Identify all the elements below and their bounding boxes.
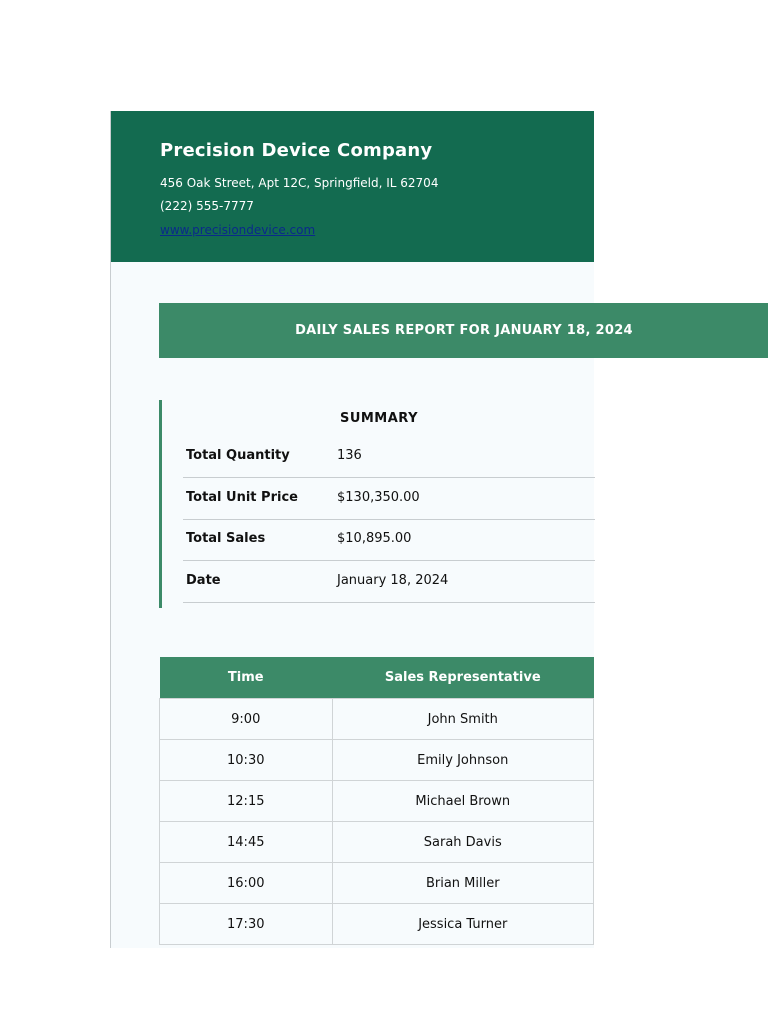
company-name: Precision Device Company	[160, 140, 433, 161]
summary-value: $130,350.00	[337, 490, 420, 505]
company-phone: (222) 555-7777	[160, 199, 254, 213]
time-cell: 10:30	[160, 740, 333, 781]
time-cell: 16:00	[160, 863, 333, 904]
report-page	[110, 111, 633, 948]
company-header	[111, 111, 594, 262]
column-header-sales-representative: Sales Representative	[332, 657, 593, 699]
summary-label: Total Sales	[186, 531, 266, 546]
summary-row-total-quantity	[183, 436, 595, 478]
representative-cell: John Smith	[332, 699, 593, 740]
table-row	[160, 740, 594, 781]
time-cell: 9:00	[160, 699, 333, 740]
summary-section	[159, 400, 597, 608]
representative-cell: Michael Brown	[332, 781, 593, 822]
table-header-row	[160, 657, 594, 699]
table-row	[160, 863, 594, 904]
summary-row-total-sales	[183, 519, 595, 561]
company-address: 456 Oak Street, Apt 12C, Springfield, IL 62704	[160, 176, 439, 190]
column-header-time: Time	[160, 657, 333, 699]
time-cell: 14:45	[160, 822, 333, 863]
time-cell: 12:15	[160, 781, 333, 822]
report-title-banner: DAILY SALES REPORT FOR JANUARY 18, 2024	[159, 303, 768, 358]
summary-value: $10,895.00	[337, 531, 412, 546]
time-cell: 17:30	[160, 904, 333, 945]
summary-value: January 18, 2024	[337, 573, 449, 588]
summary-row-total-unit-price	[183, 478, 595, 520]
representative-cell: Brian Miller	[332, 863, 593, 904]
representative-cell: Sarah Davis	[332, 822, 593, 863]
representative-cell: Jessica Turner	[332, 904, 593, 945]
table-row	[160, 822, 594, 863]
summary-label: Date	[186, 573, 221, 588]
table-row	[160, 781, 594, 822]
table-row	[160, 904, 594, 945]
representative-cell: Emily Johnson	[332, 740, 593, 781]
sales-table	[159, 657, 594, 945]
summary-row-date	[183, 561, 595, 603]
summary-value: 136	[337, 448, 362, 463]
summary-label: Total Unit Price	[186, 490, 298, 505]
company-website-link[interactable]: www.precisiondevice.com	[160, 223, 316, 237]
summary-label: Total Quantity	[186, 448, 290, 463]
table-row	[160, 699, 594, 740]
summary-title: SUMMARY	[339, 411, 419, 426]
